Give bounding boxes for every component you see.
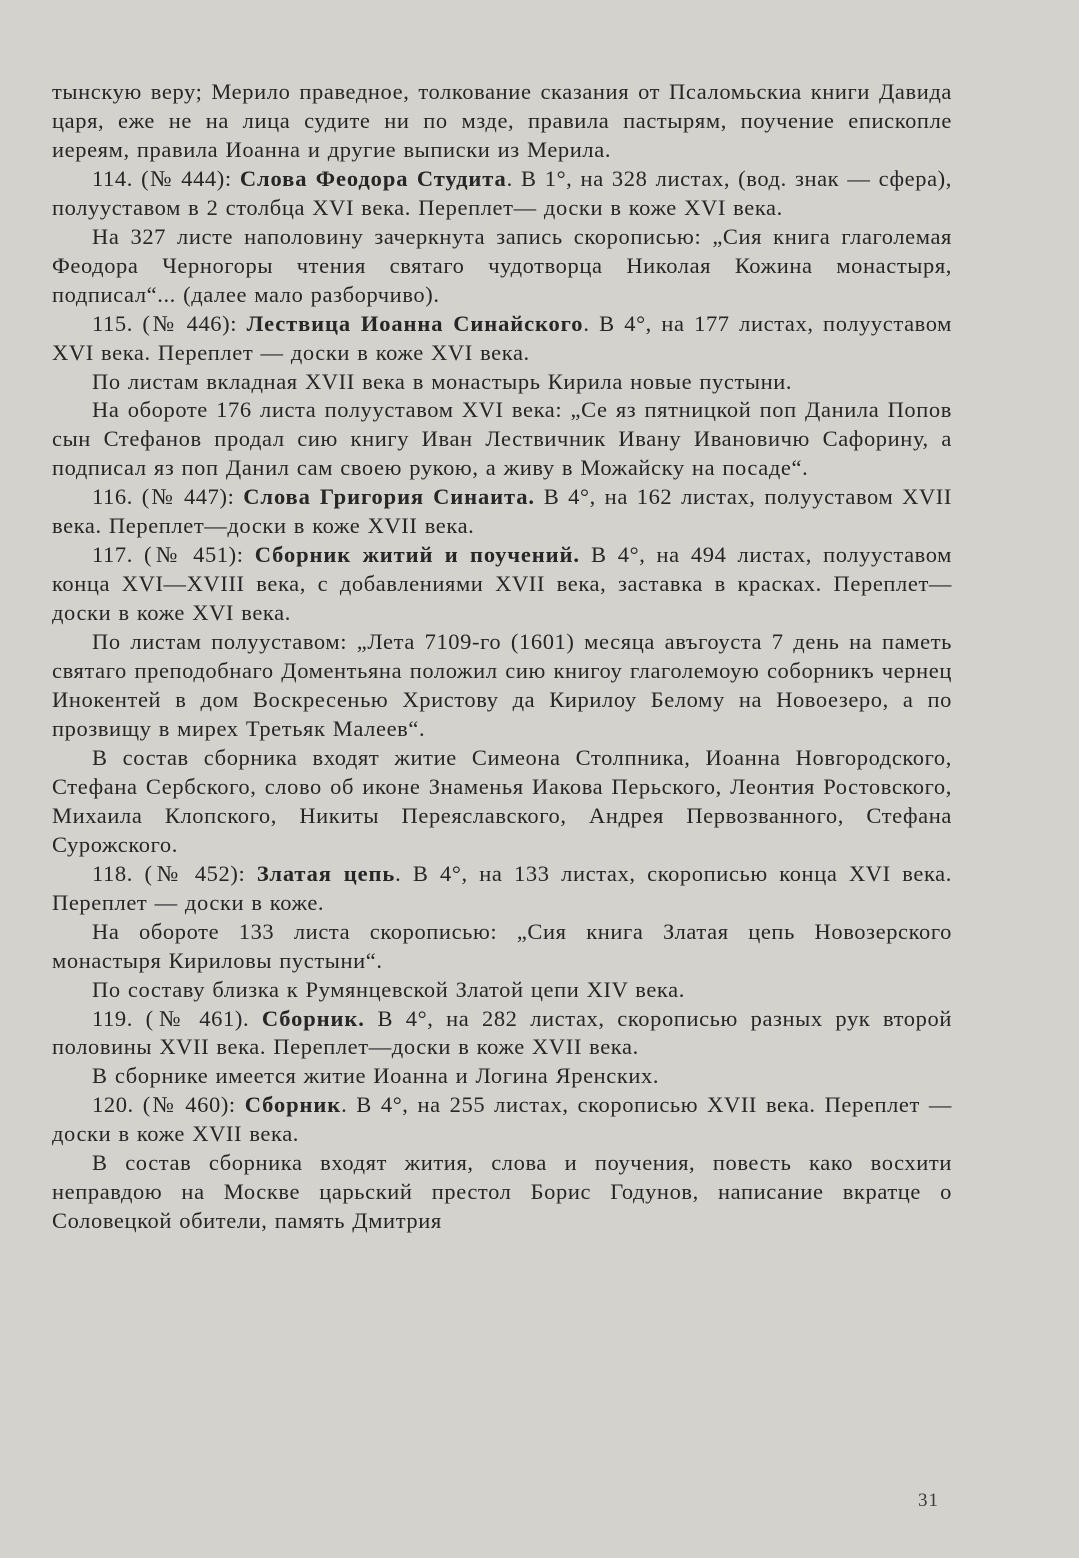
paragraph-text: 119. (№ 461).	[92, 1005, 262, 1031]
paragraph-text: В сборнике имеется житие Иоанна и Логина Яренских.	[92, 1063, 660, 1089]
paragraph-text: В 4°, на 494 листах, полууставом конца XVI—XVIII века, с добавлениями XVII века, заставка в красках. Переплет—доски в коже XVI века.	[52, 542, 953, 626]
paragraph-text: 114. (№ 444):	[92, 165, 240, 191]
paragraph-text: В 4°, на 282 листах, скорописью разных рук второй половины XVII века. Переплет—доски в коже XVII века.	[52, 1005, 952, 1060]
paragraph	[52, 1005, 952, 1063]
entry-title: Сборник.	[261, 1005, 365, 1031]
paragraph	[52, 541, 952, 628]
paragraph	[52, 744, 952, 860]
paragraph	[52, 310, 952, 368]
paragraph	[52, 860, 952, 918]
paragraph-text: В состав сборника входят житие Симеона Столпника, Иоанна Новгородского, Стефана Сербского, слово об иконе Знаменья Иакова Перьского, Леонтия Ростовского, Михаила Клопского, Никиты Переяславского, Андрея Первозванного, Стефана Сурожского.	[52, 744, 952, 857]
entry-title: Златая цепь	[256, 860, 396, 886]
entry-title: Лествица Иоанна Синайского	[246, 310, 584, 336]
paragraph-text: По листам вкладная XVII века в монастырь Кирила новые пустыни.	[92, 368, 793, 394]
paragraph-text: . В 1°, на 328 листах, (вод. знак — сфера), полууставом в 2 столбца XVI века. Переплет— доски в коже XVI века.	[52, 165, 952, 220]
paragraph	[52, 628, 952, 744]
paragraph-text: На обороте 176 листа полууставом XVI века: „Се яз пятницкой поп Данила Попов сын Стефанов продал сию книгу Иван Лествичник Ивану Ивановичю Сафорину, а подписал яз поп Данил сам своею рукою, а живу в Можайску на посаде“.	[52, 397, 952, 481]
entry-title: Слова Григория Синаита.	[243, 484, 535, 510]
paragraph-text: На 327 листе наполовину зачеркнута запись скорописью: „Сия книга глаголемая Феодора Черногоры чтения святаго чудотворца Николая Кожина монастыря, подписал“... (далее мало разборчиво).	[52, 223, 952, 307]
paragraph-text: В 4°, на 162 листах, полууставом XVII века. Переплет—доски в коже XVII века.	[52, 484, 952, 539]
paragraph	[52, 223, 952, 310]
paragraph-text: тынскую веру; Мерило праведное, толкование сказания от Псаломьскиа книги Давида царя, еже не на лица судите ни по мзде, правила пастырям, поучение епископле иереям, правила Иоанна и другие выписки из Мерила.	[52, 79, 952, 162]
paragraph-text: На обороте 133 листа скорописью: „Сия книга Златая цепь Новозерского монастыря Кириловы пустыни“.	[52, 918, 952, 973]
entry-title: Слова Феодора Студита	[239, 165, 507, 191]
paragraph	[52, 483, 952, 541]
paragraph-text: . В 4°, на 255 листах, скорописью XVII века. Переплет —доски в коже XVII века.	[52, 1092, 952, 1147]
entry-title: Сборник житий и поучений.	[254, 542, 580, 568]
paragraph-text: . В 4°, на 177 листах, полууставом XVI века. Переплет — доски в коже XVI века.	[52, 310, 952, 365]
paragraph-text: В состав сборника входят жития, слова и поучения, повесть како восхити неправдою на Москве царьский престол Борис Годунов, написание вкратце о Соловецкой обители, память Дмитрия	[52, 1150, 952, 1234]
paragraph-text: 116. (№ 447):	[92, 484, 244, 510]
paragraph	[52, 976, 952, 1005]
paragraph	[52, 1062, 952, 1091]
paragraph	[52, 1091, 952, 1149]
paragraph	[52, 918, 952, 976]
paragraph-text: 120. (№ 460):	[92, 1092, 245, 1118]
paragraph-text: 115. (№ 446):	[92, 310, 247, 336]
page-number: 31	[918, 1490, 939, 1511]
paragraph-text: По составу близка к Румянцевской Златой цепи XIV века.	[92, 976, 685, 1002]
paragraph-text: 118. (№ 452):	[92, 860, 257, 886]
paragraph-text: . В 4°, на 133 листах, скорописью конца XVI века. Переплет — доски в коже.	[52, 860, 952, 915]
paragraph	[52, 165, 952, 223]
paragraph	[52, 396, 952, 483]
paragraph	[52, 368, 952, 397]
paragraph	[52, 1149, 952, 1236]
body-text	[52, 78, 952, 1236]
paragraph-text: По листам полууставом: „Лета 7109-го (1601) месяца авъгоуста 7 день на паметь святаго преподобнаго Доментьяна положил сию книгоу глаголемоую соборникъ чернец Инокентей в дом Воскресенью Христову да Кирилоу Белому на Новоезеро, а по прозвищу в мирех Третьяк Малеев“.	[52, 629, 952, 741]
paragraph-text: 117. (№ 451):	[92, 542, 255, 568]
paragraph	[52, 78, 952, 165]
entry-title: Сборник	[244, 1092, 342, 1118]
